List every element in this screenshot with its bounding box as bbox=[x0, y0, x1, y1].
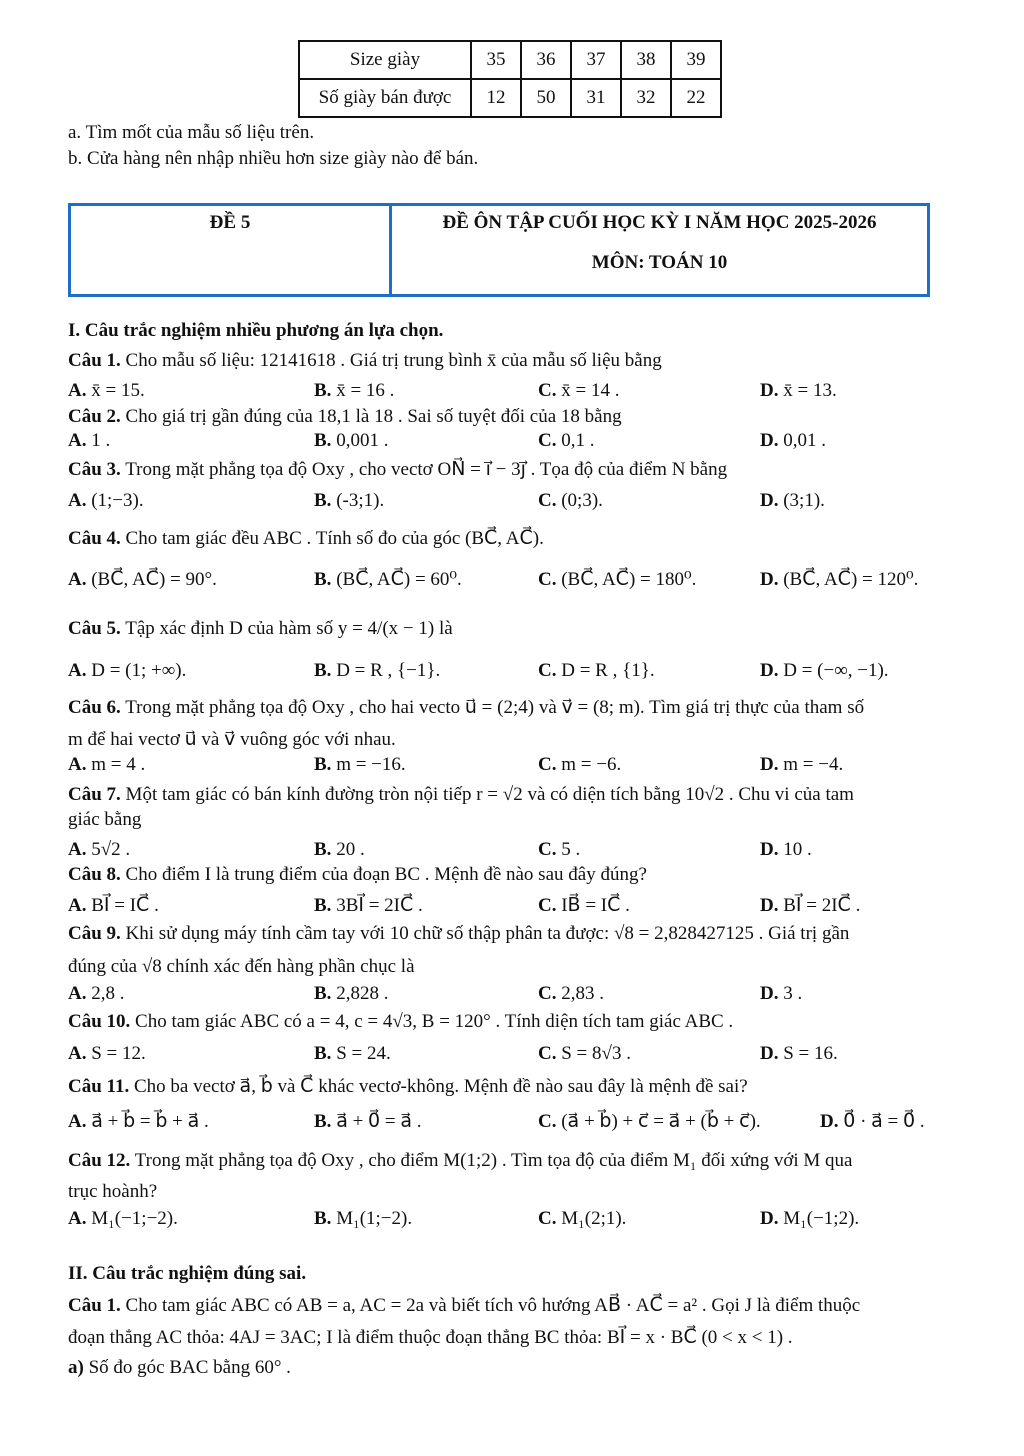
option-a[interactable]: A. M₁(−1;−2). bbox=[68, 1208, 178, 1229]
question-11: Câu 11. Cho ba vectơ a⃗, b⃗ và C⃗ khác vectơ-không. Mệnh đề nào sau đây là mệnh đề sai? bbox=[68, 1076, 748, 1097]
question-9-cont: đúng của √8 chính xác đến hàng phần chục là bbox=[68, 956, 415, 977]
option-b[interactable]: B. m = −16. bbox=[314, 754, 406, 775]
question-10: Câu 10. Cho tam giác ABC có a = 4, c = 4√3, B = 120° . Tính diện tích tam giác ABC . bbox=[68, 1011, 734, 1032]
option-b[interactable]: B. a⃗ + 0⃗ = a⃗ . bbox=[314, 1111, 422, 1132]
table-cell: 31 bbox=[571, 79, 621, 117]
option-c[interactable]: C. (a⃗ + b⃗) + c⃗ = a⃗ + (b⃗ + c⃗). bbox=[538, 1111, 761, 1132]
option-d[interactable]: D. M₁(−1;2). bbox=[760, 1208, 860, 1229]
option-d[interactable]: D. 10 . bbox=[760, 839, 812, 860]
table-cell: 38 bbox=[621, 41, 671, 79]
option-a[interactable]: A. x̄ = 15. bbox=[68, 380, 145, 401]
intro-question-a: a. Tìm mốt của mẫu số liệu trên. bbox=[68, 122, 315, 143]
option-d[interactable]: D. 0⃗ · a⃗ = 0⃗ . bbox=[820, 1111, 925, 1132]
option-a[interactable]: A. D = (1; +∞). bbox=[68, 660, 187, 681]
option-b[interactable]: B. (BC⃗, AC⃗) = 60⁰. bbox=[314, 569, 462, 590]
question-2: Câu 2. Cho giá trị gần đúng của 18,1 là 18 . Sai số tuyệt đối của 18 bằng bbox=[68, 406, 622, 427]
section-title: II. Câu trắc nghiệm đúng sai. bbox=[68, 1263, 307, 1284]
option-c[interactable]: C. (BC⃗, AC⃗) = 180⁰. bbox=[538, 569, 697, 590]
section-title: I. Câu trắc nghiệm nhiều phương án lựa chọn. bbox=[68, 320, 444, 341]
option-c[interactable]: C. (0;3). bbox=[538, 490, 603, 511]
question-7: Câu 7. Một tam giác có bán kính đường tròn nội tiếp r = √2 và có diện tích bằng 10√2 . Chu vi của tam bbox=[68, 784, 854, 805]
option-b[interactable]: B. 0,001 . bbox=[314, 430, 389, 451]
table-cell: 12 bbox=[471, 79, 521, 117]
question-7-cont: giác bằng bbox=[68, 809, 142, 830]
option-c[interactable]: C. 0,1 . bbox=[538, 430, 595, 451]
option-c[interactable]: C. S = 8√3 . bbox=[538, 1043, 631, 1064]
option-a[interactable]: A. 1 . bbox=[68, 430, 111, 451]
option-c[interactable]: C. D = R , {1}. bbox=[538, 660, 655, 681]
option-c[interactable]: C. 2,83 . bbox=[538, 983, 604, 1004]
option-b[interactable]: B. D = R , {−1}. bbox=[314, 660, 441, 681]
option-d[interactable]: D. D = (−∞, −1). bbox=[760, 660, 889, 681]
option-b[interactable]: B. M₁(1;−2). bbox=[314, 1208, 413, 1229]
table-header-cell: Size giày bbox=[299, 41, 471, 79]
option-b[interactable]: B. 20 . bbox=[314, 839, 365, 860]
exam-header bbox=[68, 203, 930, 297]
option-d[interactable]: D. (3;1). bbox=[760, 490, 825, 511]
option-c[interactable]: C. x̄ = 14 . bbox=[538, 380, 620, 401]
option-c[interactable]: C. m = −6. bbox=[538, 754, 622, 775]
option-a[interactable]: A. (BC⃗, AC⃗) = 90°. bbox=[68, 569, 217, 590]
intro-question-b: b. Cửa hàng nên nhập nhiều hơn size giày nào để bán. bbox=[68, 148, 479, 169]
option-b[interactable]: B. x̄ = 16 . bbox=[314, 380, 395, 401]
table-row bbox=[299, 41, 721, 79]
table-header-cell: Số giày bán được bbox=[299, 79, 471, 117]
part2-question-1: Câu 1. Cho tam giác ABC có AB = a, AC = 2a và biết tích vô hướng AB⃗ · AC⃗ = a² . Gọi J là điểm thuộc bbox=[68, 1295, 861, 1316]
question-6: Câu 6. Trong mặt phẳng tọa độ Oxy , cho hai vecto u⃗ = (2;4) và v⃗ = (8; m). Tìm giá trị thực của tham số bbox=[68, 697, 865, 718]
question-12: Câu 12. Trong mặt phẳng tọa độ Oxy , cho điểm M(1;2) . Tìm tọa độ của điểm M₁ đối xứng với M qua bbox=[68, 1150, 853, 1171]
option-a[interactable]: A. BI⃗ = IC⃗ . bbox=[68, 895, 159, 916]
exam-subject: MÔN: TOÁN 10 bbox=[591, 252, 728, 273]
question-12-cont: trục hoành? bbox=[68, 1181, 158, 1202]
option-d[interactable]: D. (BC⃗, AC⃗) = 120⁰. bbox=[760, 569, 919, 590]
option-d[interactable]: D. x̄ = 13. bbox=[760, 380, 837, 401]
option-a[interactable]: A. S = 12. bbox=[68, 1043, 146, 1064]
option-d[interactable]: D. BI⃗ = 2IC⃗ . bbox=[760, 895, 861, 916]
statement-a[interactable]: a) Số đo góc BAC bằng 60° . bbox=[68, 1357, 291, 1378]
option-c[interactable]: C. M₁(2;1). bbox=[538, 1208, 627, 1229]
option-a[interactable]: A. m = 4 . bbox=[68, 754, 146, 775]
question-5: Câu 5. Tập xác định D của hàm số y = 4/(x − 1) là bbox=[68, 618, 453, 639]
question-9: Câu 9. Khi sử dụng máy tính cầm tay với 10 chữ số thập phân ta được: √8 = 2,828427125 . Giá trị gần bbox=[68, 923, 850, 944]
question-label: Câu 1. bbox=[68, 350, 121, 371]
table-cell: 36 bbox=[521, 41, 571, 79]
option-c[interactable]: C. IB⃗ = IC⃗ . bbox=[538, 895, 630, 916]
question-text: Cho mẫu số liệu: 12141618 . Giá trị trung bình x̄ của mẫu số liệu bằng bbox=[125, 350, 662, 371]
question-4: Câu 4. Cho tam giác đều ABC . Tính số đo của góc (BC⃗, AC⃗). bbox=[68, 528, 544, 549]
exam-title: ĐỀ ÔN TẬP CUỐI HỌC KỲ I NĂM HỌC 2025-2026 bbox=[442, 212, 877, 233]
question-8: Câu 8. Cho điểm I là trung điểm của đoạn BC . Mệnh đề nào sau đây đúng? bbox=[68, 864, 647, 885]
table-cell: 22 bbox=[671, 79, 721, 117]
table-cell: 35 bbox=[471, 41, 521, 79]
exam-number: ĐỀ 5 bbox=[209, 212, 251, 233]
option-a[interactable]: A. (1;−3). bbox=[68, 490, 144, 511]
part2-question-1-cont: đoạn thẳng AC thỏa: 4AJ = 3AC; I là điểm thuộc đoạn thẳng BC thỏa: BI⃗ = x · BC⃗ (0 < x < 1) . bbox=[68, 1327, 793, 1348]
option-b[interactable]: B. 3BI⃗ = 2IC⃗ . bbox=[314, 895, 423, 916]
option-b[interactable]: B. 2,828 . bbox=[314, 983, 389, 1004]
option-b[interactable]: B. S = 24. bbox=[314, 1043, 391, 1064]
question-6-cont: m để hai vectơ u⃗ và v⃗ vuông góc với nhau. bbox=[68, 729, 396, 750]
option-d[interactable]: D. 0,01 . bbox=[760, 430, 826, 451]
option-c[interactable]: C. 5 . bbox=[538, 839, 581, 860]
table-cell: 50 bbox=[521, 79, 571, 117]
question-3: Câu 3. Trong mặt phẳng tọa độ Oxy , cho vectơ ON⃗ = i⃗ − 3j⃗ . Tọa độ của điểm N bằng bbox=[68, 459, 728, 480]
option-d[interactable]: D. m = −4. bbox=[760, 754, 844, 775]
table-cell: 39 bbox=[671, 41, 721, 79]
option-d[interactable]: D. 3 . bbox=[760, 983, 803, 1004]
table-row bbox=[299, 79, 721, 117]
option-d[interactable]: D. S = 16. bbox=[760, 1043, 838, 1064]
table-cell: 37 bbox=[571, 41, 621, 79]
shoe-size-table bbox=[298, 40, 722, 118]
question-1 bbox=[68, 350, 662, 372]
option-a[interactable]: A. 5√2 . bbox=[68, 839, 131, 860]
option-b[interactable]: B. (-3;1). bbox=[314, 490, 385, 511]
option-a[interactable]: A. 2,8 . bbox=[68, 983, 125, 1004]
option-a[interactable]: A. a⃗ + b⃗ = b⃗ + a⃗ . bbox=[68, 1111, 209, 1132]
table-cell: 32 bbox=[621, 79, 671, 117]
